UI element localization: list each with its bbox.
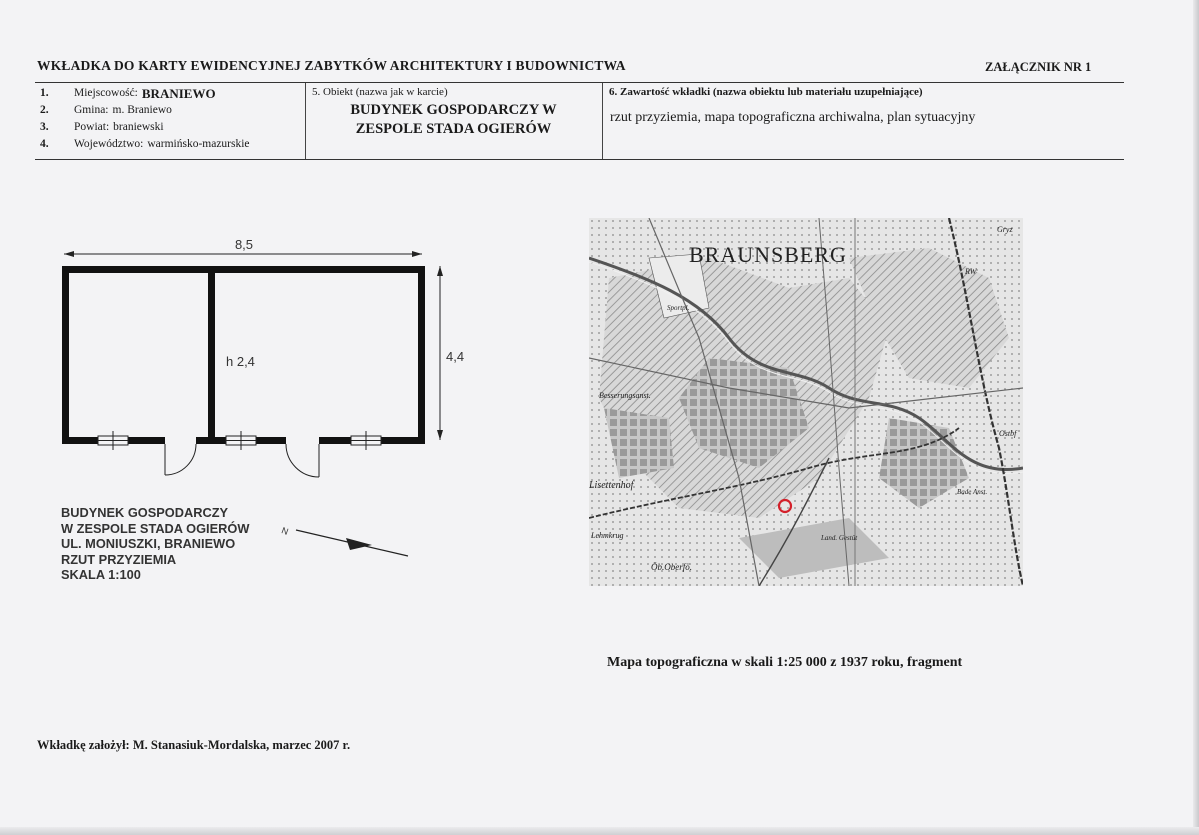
voivodeship-value: warmińsko-mazurskie [147,138,250,150]
depth-dimension-label: 4,4 [446,349,465,364]
svg-text:Sportpl.: Sportpl. [667,304,690,312]
svg-text:Öb.Oberfö.: Öb.Oberfö. [651,562,692,572]
svg-text:Ostbf: Ostbf [999,429,1017,438]
author-note: Wkładkę założył: M. Stanasiuk-Mordalska, marzec 2007 r. [37,738,351,752]
width-dimension [64,237,422,257]
svg-text:Lisettenhof: Lisettenhof [589,480,634,491]
commune-value: m. Braniewo [112,104,172,116]
map-town-label: BRAUNSBERG [689,242,847,267]
info-row-county: 3. Powiat: braniewski [40,119,250,136]
depth-dimension [437,266,464,440]
svg-text:N: N [280,525,290,537]
svg-text:Lehmkrug: Lehmkrug [591,531,624,540]
scan-edge-right [1193,0,1199,835]
scan-edge-bottom [0,827,1199,835]
contents-label: 6. Zawartość wkładki (nazwa obiektu lub materiału uzupełniające) [609,86,923,98]
svg-text:Bade Anst.: Bade Anst. [957,488,988,496]
document-title: WKŁADKA DO KARTY EWIDENCYJNEJ ZABYTKÓW ARCHITEKTURY I BUDOWNICTWA [37,58,626,73]
town-value: BRANIEWO [141,86,216,101]
doors [165,444,319,477]
north-arrow-icon [280,525,408,556]
svg-text:Gryz: Gryz [997,225,1013,234]
map-caption: Mapa topograficzna w skali 1:25 000 z 1937 roku, fragment [607,655,963,670]
column-divider-2 [602,83,603,159]
object-label: 5. Obiekt (nazwa jak w karcie) [312,86,448,98]
attachment-number: ZAŁĄCZNIK NR 1 [985,60,1092,74]
width-dimension-label: 8,5 [234,237,254,252]
room-height-label: h 2,4 [226,354,255,369]
info-row-voivodeship: 4. Województwo: warmińsko-mazurskie [40,136,250,153]
info-row-commune: 2. Gmina: m. Braniewo [40,102,250,119]
svg-text:Besserungsanst.: Besserungsanst. [599,391,651,400]
info-row-town: 1. Miejscowość: BRANIEWO [40,86,216,101]
topographic-map [589,218,1023,586]
contents-value: rzut przyziemia, mapa topograficzna archiwalna, plan sytuacyjny [610,110,976,125]
plan-caption: BUDYNEK GOSPODARCZY W ZESPOLE STADA OGIERÓW UL. MONIUSZKI, BRANIEWO RZUT PRZYZIEMIA SKALA 1:100 [61,505,250,582]
svg-text:Land. Gestüt: Land. Gestüt [821,534,858,542]
county-value: braniewski [113,121,164,133]
svg-text:RW: RW [965,267,977,276]
object-name: BUDYNEK GOSPODARCZY W ZESPOLE STADA OGIERÓW [350,102,557,137]
